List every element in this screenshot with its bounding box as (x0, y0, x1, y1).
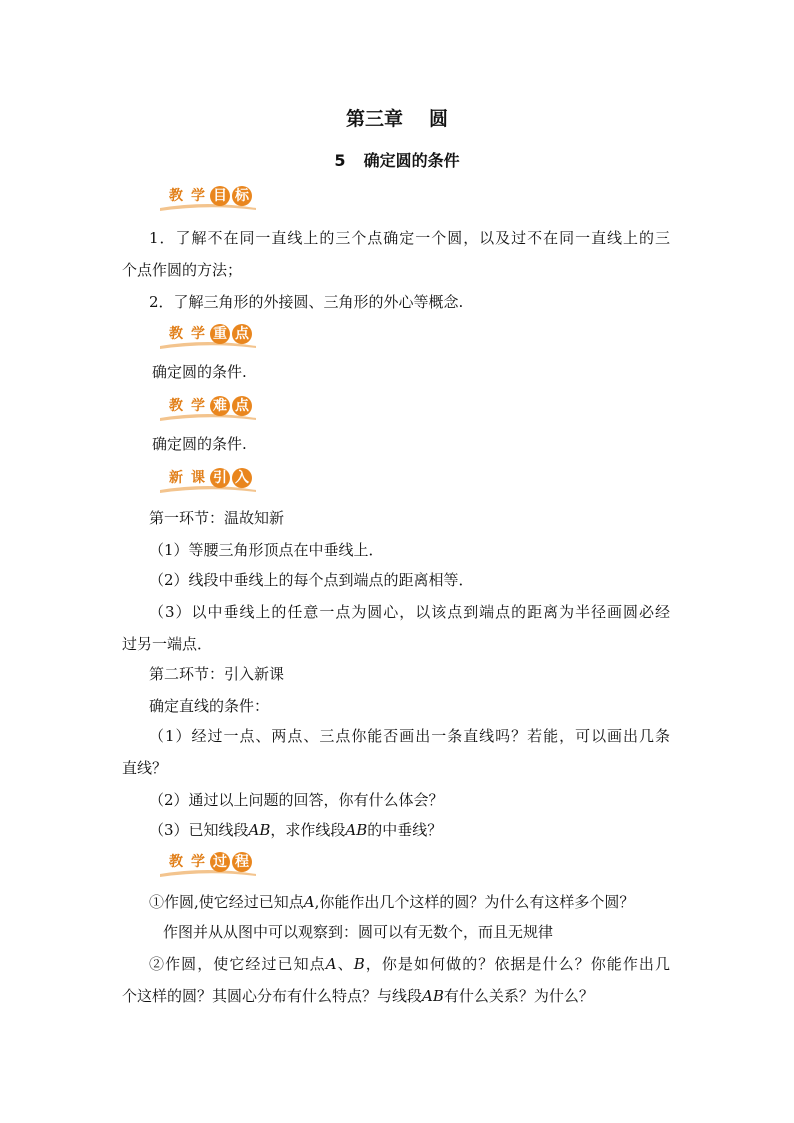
process-question-2-line2 (122, 986, 594, 1006)
badge-char: 学 (191, 326, 205, 342)
text-segment: ,你能作出几个这样的圆？为什么有这样多个圆？ (314, 893, 635, 911)
math-segment-ab: AB (422, 987, 444, 1005)
stage-1-item-2: （2）线段中垂线上的每个点到端点的距离相等． (149, 571, 474, 589)
stage-2-item-1-line2: 直线？ (122, 759, 168, 777)
key-point-text: 确定圆的条件. (152, 363, 247, 381)
section-title (0, 148, 794, 171)
badge-key-points (158, 324, 258, 350)
badge-char: 点 (232, 324, 252, 344)
stage-2-item-3 (149, 820, 442, 840)
badge-teaching-process (158, 852, 258, 878)
stage-1-item-3-line2: 过另一端点． (122, 635, 213, 653)
badge-char: 学 (191, 854, 205, 870)
process-question-1-note: 作图并从从图中可以观察到：圆可以有无数个，而且无规律 (163, 923, 554, 941)
badge-char: 课 (191, 470, 205, 486)
math-point-b: B (353, 955, 365, 973)
badge-teaching-goals (158, 186, 258, 212)
chapter-title (0, 104, 794, 131)
section-number: 5 (334, 151, 346, 170)
stage-1-item-3-line1: （3）以中垂线上的任意一点为圆心，以该点到端点的距离为半径画圆必经 (149, 603, 670, 621)
process-question-2-line1 (149, 954, 670, 974)
text-segment: ，求作线段 (270, 821, 346, 839)
text-segment: ②作圆，使它经过已知点 (149, 955, 326, 973)
badge-difficult-points (158, 396, 258, 422)
stage-2-item-1-line1: （1）经过一点、两点、三点你能否画出一条直线吗？若能，可以画出几条 (149, 727, 670, 745)
badge-char: 学 (191, 188, 205, 204)
stage-1-item-1: （1）等腰三角形顶点在中垂线上． (149, 541, 384, 559)
badge-new-lesson-intro (158, 468, 258, 494)
badge-char: 重 (210, 324, 230, 344)
badge-char: 新 (169, 470, 183, 486)
badge-char: 引 (210, 468, 230, 488)
process-question-1 (149, 892, 634, 912)
badge-char: 教 (169, 188, 183, 204)
badge-char: 入 (232, 468, 252, 488)
text-segment: 个这样的圆？其圆心分布有什么特点？与线段 (122, 987, 423, 1005)
difficult-point-text: 确定圆的条件. (152, 435, 247, 453)
badge-char: 过 (210, 852, 230, 872)
stage-2-item-2: （2）通过以上问题的回答，你有什么体会？ (149, 791, 444, 809)
badge-char: 学 (191, 398, 205, 414)
stage-1-heading: 第一环节：温故知新 (149, 509, 285, 527)
math-segment-ab: AB (248, 821, 271, 839)
badge-char: 程 (232, 852, 252, 872)
badge-char: 教 (169, 854, 183, 870)
stage-2-heading: 第二环节：引入新课 (149, 665, 285, 683)
badge-char: 难 (210, 396, 230, 416)
badge-char: 点 (232, 396, 252, 416)
line-condition-heading: 确定直线的条件： (149, 697, 270, 715)
math-segment-ab: AB (345, 821, 368, 839)
text-segment: ①作圆,使它经过已知点 (149, 893, 304, 911)
goal-item-2: 2．了解三角形的外接圆、三角形的外心等概念. (149, 293, 464, 311)
text-segment: （3）已知线段 (149, 821, 249, 839)
text-segment: 的中垂线？ (367, 821, 443, 839)
text-segment: 、 (336, 955, 354, 973)
badge-char: 教 (169, 326, 183, 342)
goal-item-1-line1: 1．了解不在同一直线上的三个点确定一个圆，以及过不在同一直线上的三 (149, 229, 670, 247)
math-point-a: A (303, 893, 315, 911)
chapter-title-left: 第三章 (345, 108, 403, 130)
math-point-a: A (325, 955, 337, 973)
chapter-title-right: 圆 (429, 108, 449, 130)
goal-item-1-line2: 个点作圆的方法； (122, 261, 243, 279)
badge-char: 教 (169, 398, 183, 414)
text-segment: 有什么关系？为什么？ (443, 987, 594, 1005)
text-segment: ，你是如何做的？依据是什么？你能作出几 (364, 955, 670, 973)
section-title-text: 确定圆的条件 (363, 151, 460, 170)
badge-char: 目 (210, 186, 230, 206)
badge-char: 标 (232, 186, 252, 206)
